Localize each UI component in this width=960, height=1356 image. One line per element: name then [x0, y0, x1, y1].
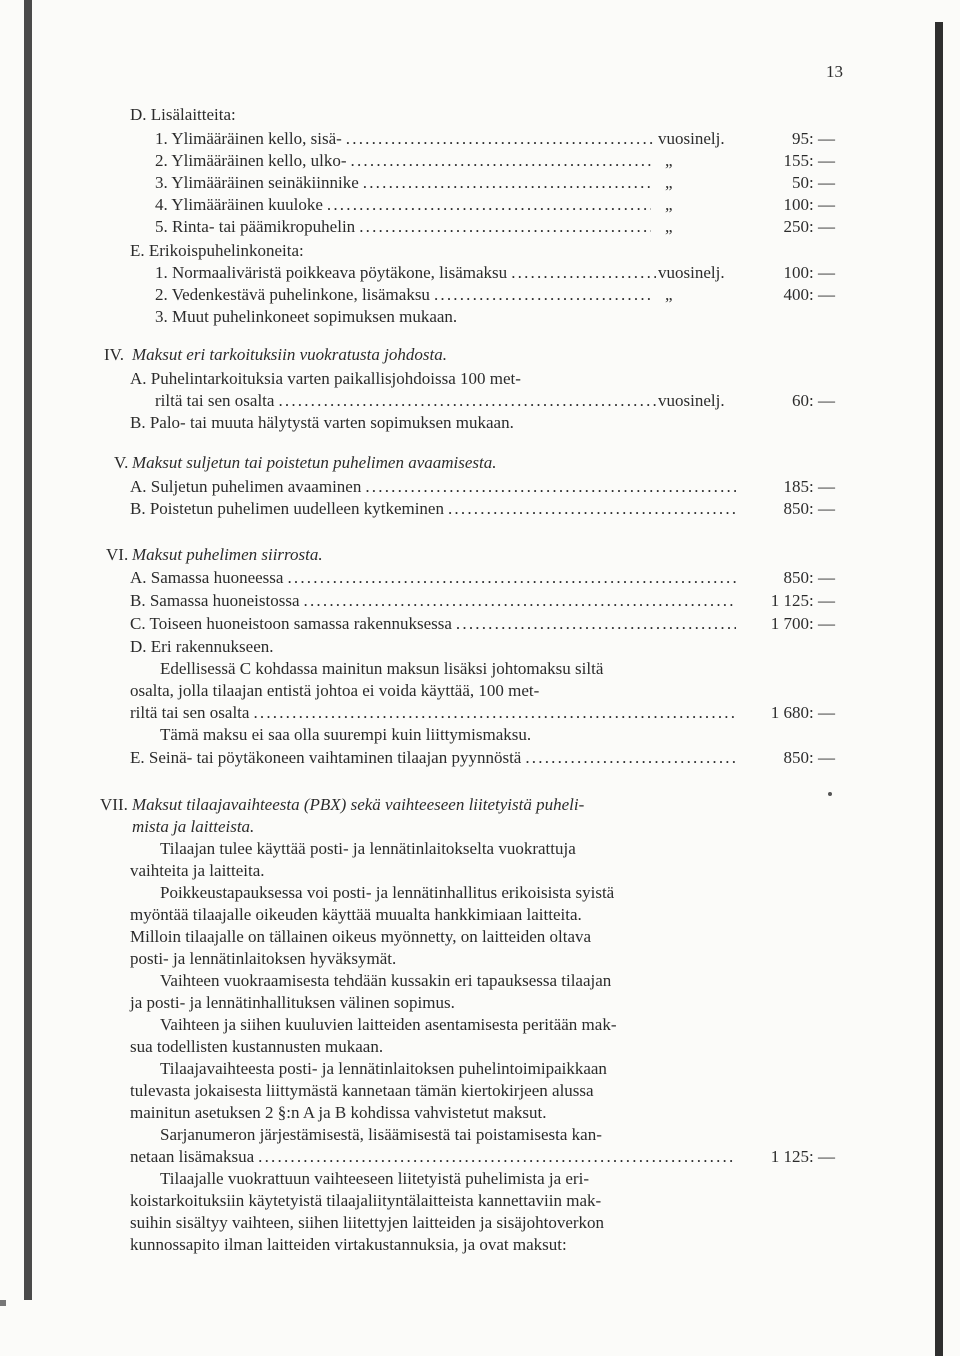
section-vi-d-heading: D. Eri rakennukseen.	[130, 637, 274, 656]
right-scan-border	[935, 22, 943, 1356]
section-vii-end-line-1: Tilaajalle vuokrattuun vaihteeseen liitetyistä puhelimista ja eri-	[160, 1169, 589, 1188]
section-d-item-2-price: 155: —	[783, 151, 835, 170]
section-vi-title: Maksut puhelimen siirrosta.	[132, 545, 323, 564]
section-v-item-b: B. Poistetun puhelimen uudelleen kytkeminen .....	[130, 498, 740, 519]
section-vii-line-3: Poikkeustapauksessa voi posti- ja lennätinhallitus erikoisista syistä	[160, 883, 615, 902]
section-vii-line-8: ja posti- ja lennätinhallituksen välinen sopimus.	[130, 993, 455, 1012]
section-e-item-2: 2. Vedenkestävä puhelinkone, lisämaksu .....	[155, 284, 655, 305]
section-d-item-3-unit: „	[665, 173, 673, 192]
section-iv-a-price: 60: —	[792, 391, 835, 410]
section-vi-item-b-price: 1 125: —	[770, 591, 835, 610]
section-d-item-4-unit: „	[665, 195, 673, 214]
section-vii-line-13: mainitun asetuksen 2 §:n A ja B kohdissa vahvistetut maksut.	[130, 1103, 547, 1122]
section-vi-d-para-3: riltä tai sen osalta .....	[130, 702, 740, 723]
section-vi-item-e: E. Seinä- tai pöytäkoneen vaihtaminen tilaajan pyynnöstä .....	[130, 747, 740, 768]
section-vii-title-2: mista ja laitteista.	[132, 817, 255, 836]
section-v-item-a: A. Suljetun puhelimen avaaminen .....	[130, 476, 740, 497]
section-vi-item-c: C. Toiseen huoneistoon samassa rakennuksessa .....	[130, 613, 740, 634]
left-scan-border	[24, 0, 32, 1300]
section-vii-fee-line: netaan lisämaksua .....	[130, 1146, 740, 1167]
section-vii-line-11: Tilaajavaihteesta posti- ja lennätinlaitoksen puhelintoimipaikkaan	[160, 1059, 607, 1078]
section-d-item-2: 2. Ylimääräinen kello, ulko- .....	[155, 150, 655, 171]
section-vi-item-a-price: 850: —	[783, 568, 835, 587]
section-v-item-b-price: 850: —	[783, 499, 835, 518]
section-vii-line-12: tulevasta jokaisesta liittymästä kannetaan tämän kiertokirjeen alussa	[130, 1081, 594, 1100]
section-d-item-5: 5. Rinta- tai päämikropuhelin .....	[155, 216, 655, 237]
section-vii-title-1: Maksut tilaajavaihteesta (PBX) sekä vaihteeseen liitetyistä puheli-	[132, 795, 585, 814]
section-vi-item-a: A. Samassa huoneessa .....	[130, 567, 740, 588]
section-iv-b: B. Palo- tai muuta hälytystä varten sopimuksen mukaan.	[130, 413, 514, 432]
section-vii-line-7: Vaihteen vuokraamisesta tehdään kussakin eri tapauksessa tilaajan	[160, 971, 612, 990]
section-vii-line-1: Tilaajan tulee käyttää posti- ja lennätinlaitokselta vuokrattuja	[160, 839, 576, 858]
section-iv-a-unit: vuosinelj.	[658, 391, 725, 410]
section-vi-d-note: Tämä maksu ei saa olla suurempi kuin liittymismaksu.	[160, 725, 532, 744]
section-vii-line-9: Vaihteen ja siihen kuuluvien laitteiden asentamisesta peritään mak-	[160, 1015, 617, 1034]
section-d-item-1-unit: vuosinelj.	[658, 129, 725, 148]
section-d-item-1-price: 95: —	[792, 129, 835, 148]
section-vii-end-line-2: koistarkoituksiin käytetyistä tilaajaliityntälaitteista kannettaviin mak-	[130, 1191, 602, 1210]
section-e-item-3: 3. Muut puhelinkoneet sopimuksen mukaan.	[155, 307, 458, 326]
section-vii-line-4: myöntää tilaajalle oikeuden käyttää muualta hankkimiaan laitteita.	[130, 905, 582, 924]
page-number: 13	[826, 62, 843, 81]
stray-dot-mark	[828, 792, 832, 796]
section-e-item-2-unit: „	[665, 285, 673, 304]
section-d-heading: D. Lisälaitteita:	[130, 105, 236, 124]
section-v-item-a-price: 185: —	[783, 477, 835, 496]
section-e-item-1: 1. Normaaliväristä poikkeava pöytäkone, lisämaksu .....	[155, 262, 660, 283]
section-vi-d-para-1: Edellisessä C kohdassa mainitun maksun lisäksi johtomaksu siltä	[160, 659, 604, 678]
section-vii-end-line-4: kunnossapito ilman laitteiden virtakustannuksia, ja ovat maksut:	[130, 1235, 567, 1254]
section-vii-fee-price: 1 125: —	[770, 1147, 835, 1166]
section-vii-line-14: Sarjanumeron järjestämisestä, lisäämisestä tai poistamisesta kan-	[160, 1125, 602, 1144]
section-iv-title: Maksut eri tarkoituksiin vuokratusta johdosta.	[132, 345, 447, 364]
section-d-item-2-unit: „	[665, 151, 673, 170]
section-v-numeral: V.	[114, 453, 129, 472]
section-vi-item-e-price: 850: —	[783, 748, 835, 767]
section-d-item-5-unit: „	[665, 217, 673, 236]
section-d-item-4-price: 100: —	[783, 195, 835, 214]
section-vi-d-para-2: osalta, jolla tilaajan entistä johtoa ei voida käyttää, 100 met-	[130, 681, 540, 700]
section-d-item-3: 3. Ylimääräinen seinäkiinnike .....	[155, 172, 655, 193]
section-iv-a-line-1: A. Puhelintarkoituksia varten paikallisjohdoissa 100 met-	[130, 369, 521, 388]
section-e-item-2-price: 400: —	[783, 285, 835, 304]
section-v-title: Maksut suljetun tai poistetun puhelimen avaamisesta.	[132, 453, 497, 472]
scan-mark	[0, 1300, 6, 1306]
section-d-item-3-price: 50: —	[792, 173, 835, 192]
section-vii-line-10: sua todellisten kustannusten mukaan.	[130, 1037, 384, 1056]
section-e-item-1-unit: vuosinelj.	[658, 263, 725, 282]
section-vii-end-line-3: suihin sisältyy vaihteen, siihen liitettyjen laitteiden ja sisäjohtoverkon	[130, 1213, 605, 1232]
section-iv-a-line-2: riltä tai sen osalta .....	[155, 390, 660, 411]
section-vii-line-2: vaihteita ja laitteita.	[130, 861, 265, 880]
section-d-item-5-price: 250: —	[783, 217, 835, 236]
section-vi-d-price: 1 680: —	[770, 703, 835, 722]
section-vii-numeral: VII.	[100, 795, 128, 814]
section-e-item-1-price: 100: —	[783, 263, 835, 282]
section-vi-item-b: B. Samassa huoneistossa .....	[130, 590, 740, 611]
section-vii-line-6: posti- ja lennätinlaitoksen hyväksymät.	[130, 949, 397, 968]
section-e-heading: E. Erikoispuhelinkoneita:	[130, 241, 304, 260]
section-vi-numeral: VI.	[106, 545, 129, 564]
section-vi-item-c-price: 1 700: —	[770, 614, 835, 633]
section-vii-line-5: Milloin tilaajalle on tällainen oikeus myönnetty, on laitteiden oltava	[130, 927, 592, 946]
section-d-item-4: 4. Ylimääräinen kuuloke .....	[155, 194, 655, 215]
section-iv-numeral: IV.	[104, 345, 124, 364]
section-d-item-1: 1. Ylimääräinen kello, sisä- .....	[155, 128, 660, 149]
